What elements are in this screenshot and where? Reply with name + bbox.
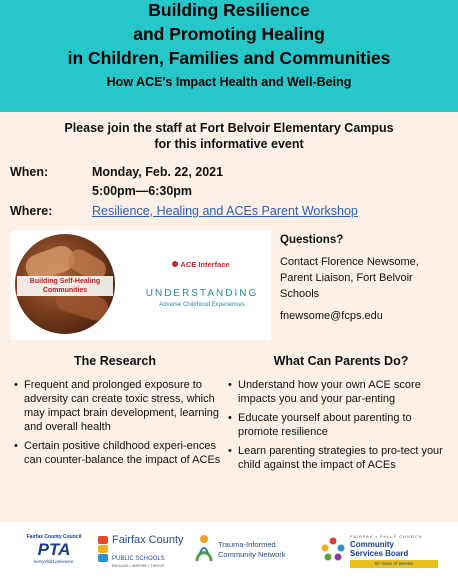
event-time: 5:00pm—6:30pm	[92, 184, 193, 198]
sponsor-footer: Fairfax County Council PTA everychild.onevoice. Fairfax County PUBLIC SCHOOLS ENGAGE • INSPIRE • THRIVE Trauma-Informed Community Network FAIRFAX • FALLS CHURCH Community Services Board 50 Years of Service	[0, 522, 458, 587]
list-item: • Educate yourself about parenting to promote resilience	[228, 411, 452, 439]
research-heading: The Research	[74, 354, 156, 368]
pta-logo: Fairfax County Council PTA everychild.onevoice.	[26, 534, 82, 564]
time-row	[10, 184, 192, 198]
questions-title: Questions?	[280, 234, 344, 246]
title-line-2: and Promoting Healing	[133, 24, 325, 44]
contact-line-3: Schools	[280, 288, 320, 300]
when-row	[10, 165, 223, 179]
workshop-link[interactable]: Resilience, Healing and ACEs Parent Workshop	[92, 204, 358, 218]
invitation-text	[0, 120, 458, 152]
invitation-line-1: Please join the staff at Fort Belvoir Elementary Campus	[64, 121, 394, 135]
invitation-line-2: for this informative event	[154, 137, 304, 151]
aces-subheading: Adverse Childhood Experiences	[159, 302, 245, 308]
parents-list	[228, 378, 452, 477]
ticn-mark-icon	[194, 534, 214, 562]
csb-mark-icon	[320, 536, 346, 562]
flyer-subtitle: How ACE's Impact Health and Well-Being	[106, 75, 352, 89]
ace-graphic	[11, 230, 271, 340]
fcps-mark-icon	[98, 536, 110, 564]
hands-circle-image	[15, 234, 115, 334]
list-item: • Understand how your own ACE score impacts you and your par-enting	[228, 378, 452, 406]
title-line-1: Building Resilience	[148, 0, 310, 20]
list-item: • Certain positive childhood experi-ences can counter-balance the impact of ACEs	[14, 439, 224, 467]
contact-email: fnewsome@fcps.edu	[280, 310, 383, 322]
logo-dot-icon	[172, 261, 178, 267]
where-label: Where:	[10, 204, 53, 218]
event-date: Monday, Feb. 22, 2021	[92, 165, 224, 179]
questions-block	[280, 232, 456, 324]
understanding-heading: UNDERSTANDING	[145, 288, 259, 299]
research-list	[14, 378, 224, 472]
contact-line-1: Contact Florence Newsome,	[280, 256, 419, 268]
contact-line-2: Parent Liaison, Fort Belvoir	[280, 272, 413, 284]
when-label: When:	[10, 165, 49, 179]
flyer-title	[0, 0, 458, 70]
circle-caption: Building Self-Healing Communities	[17, 276, 113, 296]
header-banner	[0, 0, 458, 112]
title-line-3: in Children, Families and Communities	[67, 48, 391, 68]
where-row	[10, 204, 358, 218]
list-item: • Frequent and prolonged exposure to adversity can create toxic stress, which may impact brain development, learning and overall health	[14, 378, 224, 434]
parents-heading: What Can Parents Do?	[273, 354, 409, 368]
list-item: • Learn parenting strategies to pro-tect your child against the impact of ACEs	[228, 444, 452, 472]
ace-interface-logo: ACE Interface	[171, 260, 231, 274]
